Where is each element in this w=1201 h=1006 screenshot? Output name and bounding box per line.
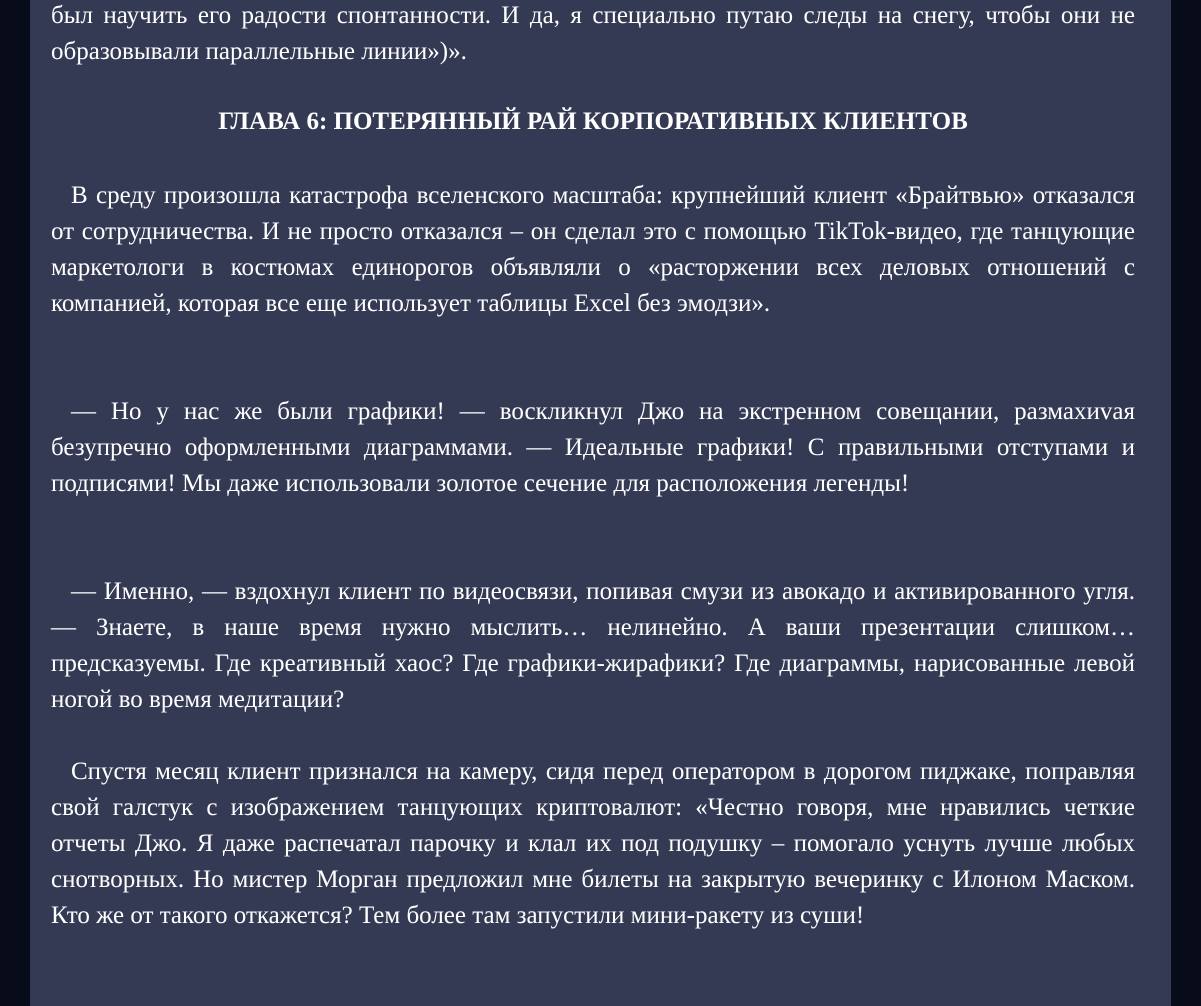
- paragraph-client-reply: — Именно, — вздохнул клиент по видеосвязи, попивая смузи из авокадо и активированного угля. — Знаете, в наше время нужно мыслить… нелинейно. А ваши презентации слишком… предсказуемы. Где креативный хаос? Где графики-жирафики? Где диаграммы, нарисованные левой ногой во время медитации?: [51, 578, 1135, 713]
- document-page: [30, 0, 1171, 1006]
- chapter-heading: ГЛАВА 6: ПОТЕРЯННЫЙ РАЙ КОРПОРАТИВНЫХ КЛИЕНТОВ: [218, 108, 968, 135]
- paragraph-client-confession: Спустя месяц клиент признался на камеру, сидя перед оператором в дорогом пиджаке, поправляя свой галстук с изображением танцующих криптовалют: «Честно говоря, мне нравились четкие отчеты Джо. Я даже распечатал парочку и клал их под подушку – помогало уснуть лучше любых снотворных. Но мистер Морган предложил мне билеты на закрытую вечеринку с Илоном Маском. Кто же от такого откажется? Тем более там запустили мини-ракету из суши!: [51, 758, 1135, 929]
- intro-paragraph: был научить его радости спонтанности. И да, я специально путаю следы на снегу, чтобы они не образовывали параллельные линии»)».: [51, 2, 1135, 65]
- paragraph-catastrophe: В среду произошла катастрофа вселенского масштаба: крупнейший клиент «Брайтвью» отказался от сотрудничества. И не просто отказался – он сделал это с помощью TikTok-видео, где танцующие маркетологи в костюмах единорогов объявляли о «расторжении всех деловых отношений с компанией, которая все еще использует таблицы Excel без эмодзи».: [51, 182, 1135, 317]
- paragraph-joe-charts: — Но у нас же были графики! — воскликнул Джо на экстренном совещании, размахиvая безупречно оформленными диаграммами. — Идеальные графики! С правильными отступами и подписями! Мы даже использовали золотое сечение для расположения легенды!: [51, 398, 1135, 497]
